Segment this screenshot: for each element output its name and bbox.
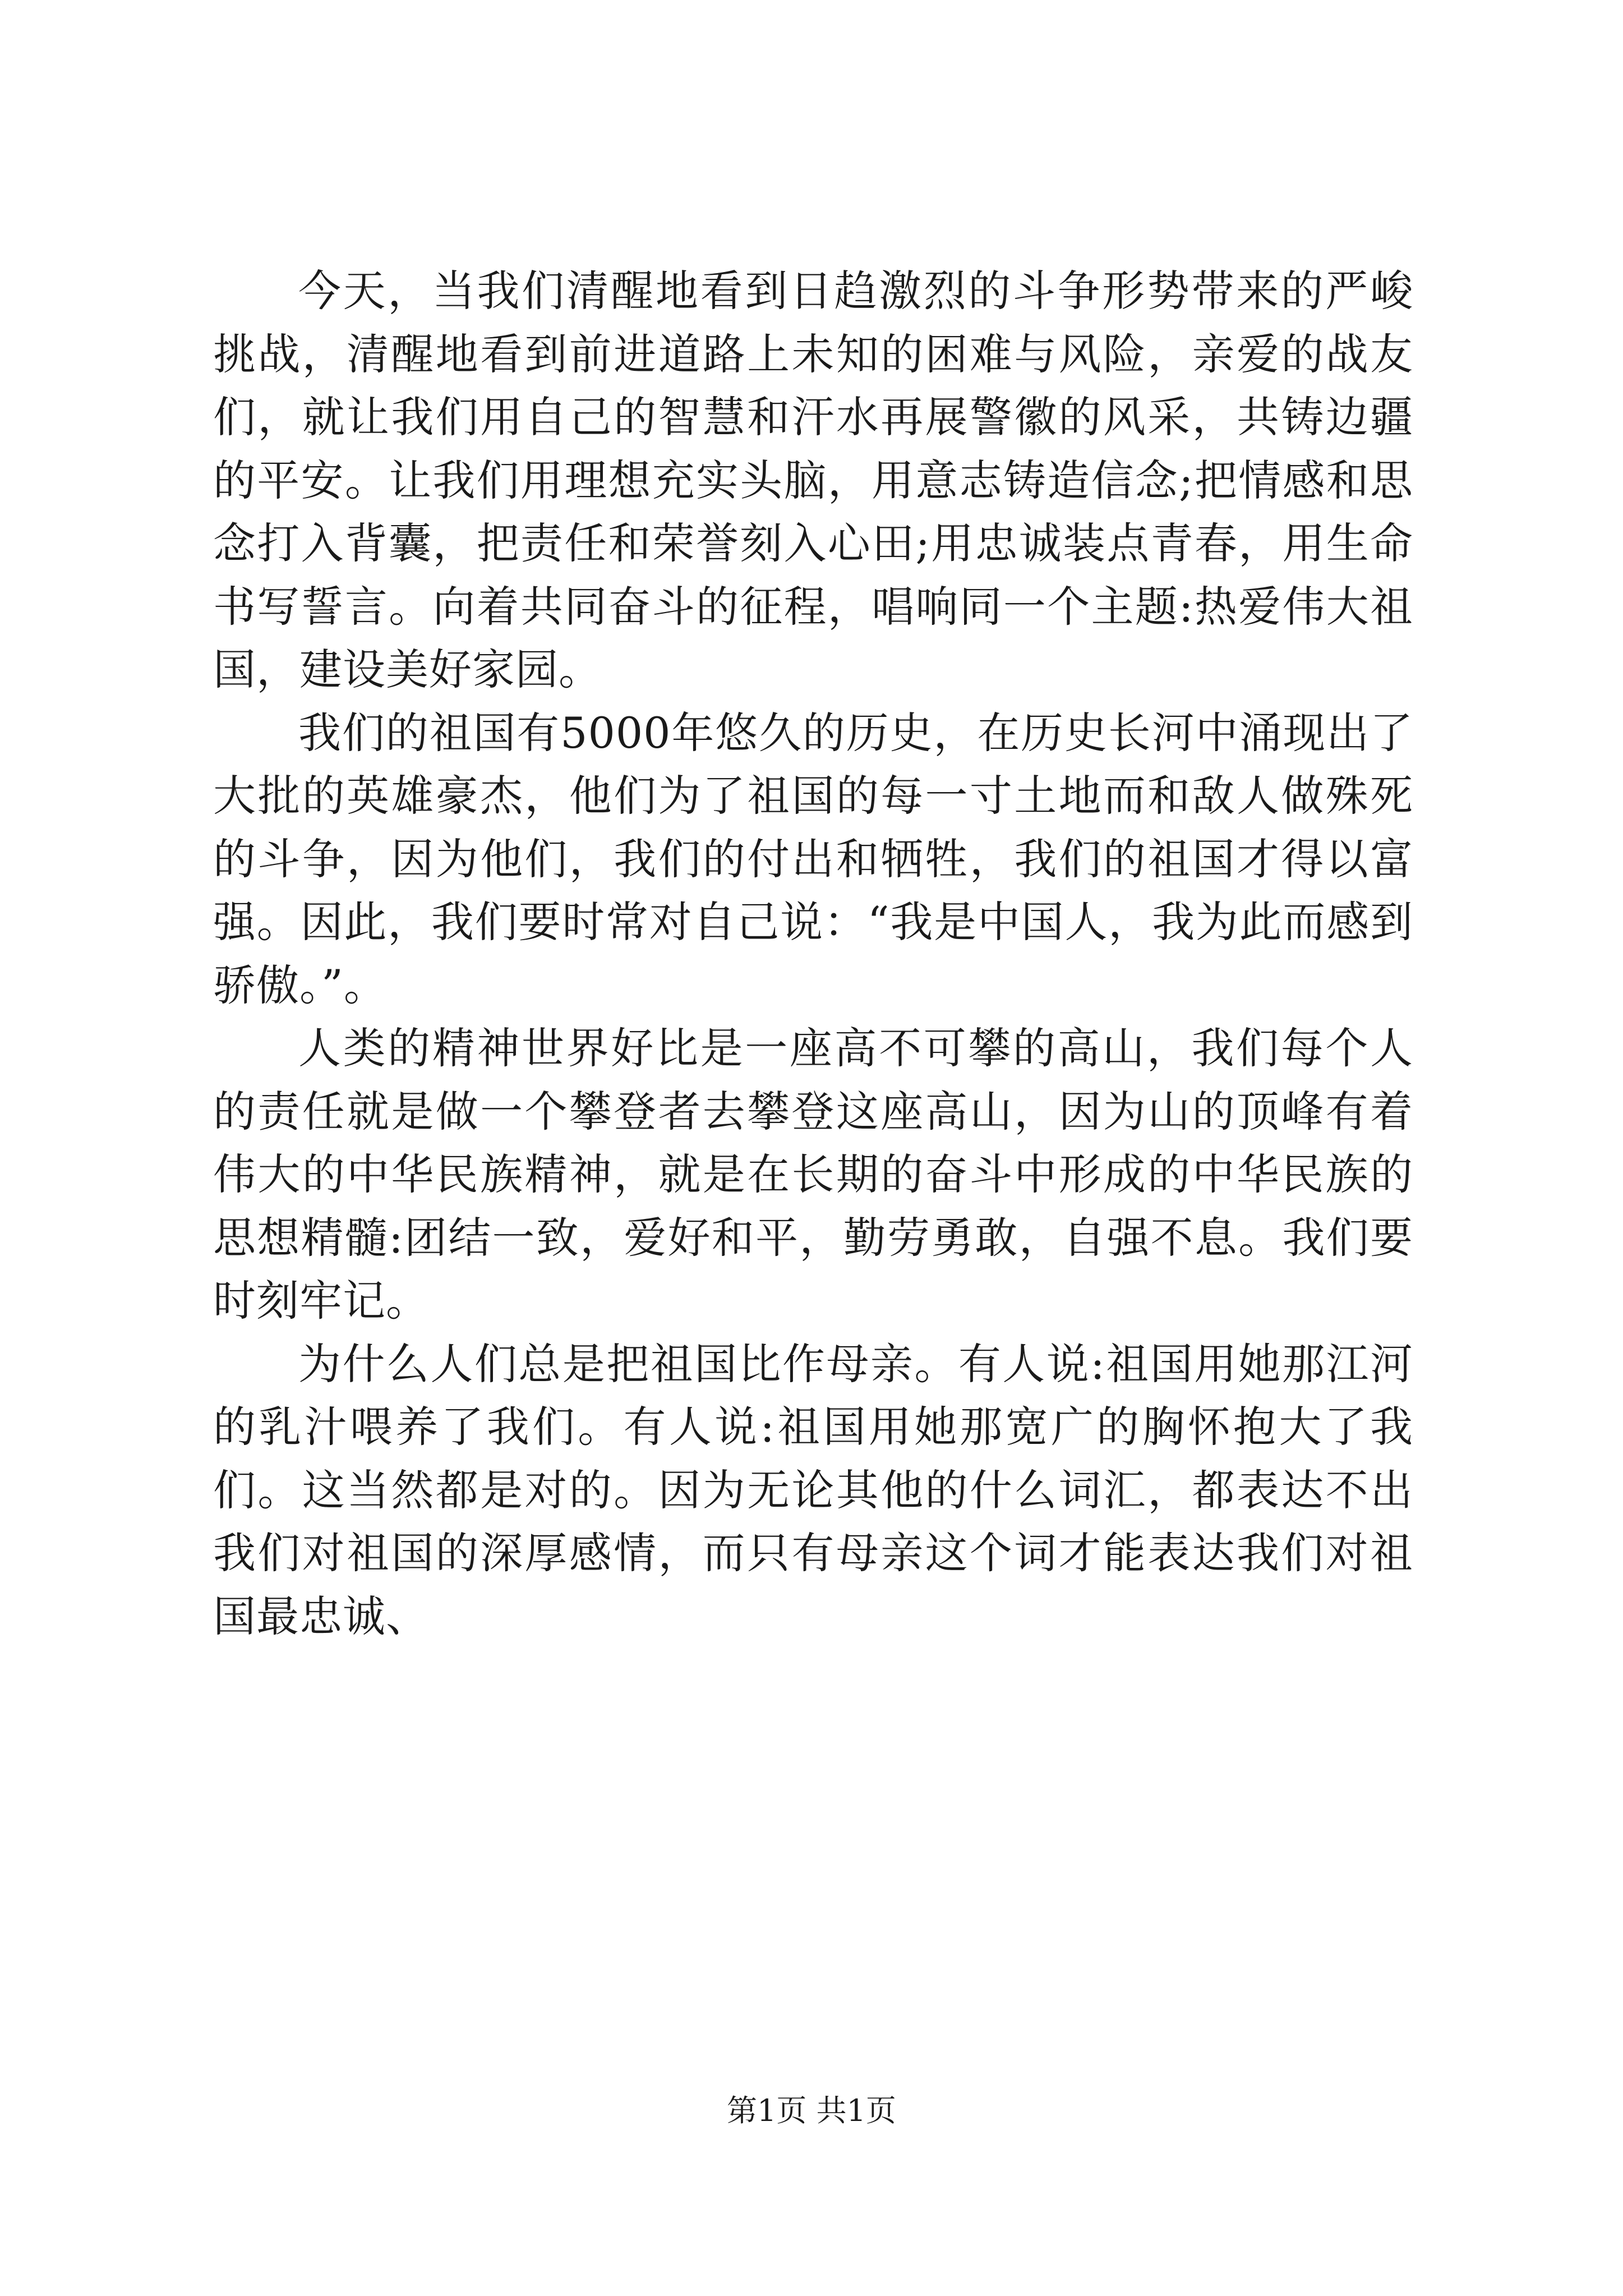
paragraph-4: 为什么人们总是把祖国比作母亲。有人说:祖国用她那江河的乳汁喂养了我们。有人说:祖国用她那宽广的胸怀抱大了我们。这当然都是对的。因为无论其他的什么词汇，都表达不出我们对祖国的深厚感情，而只有母亲这个词才能表达我们对祖国最忠诚、 [213, 1338, 1413, 1641]
paragraph-2: 我们的祖国有5000年悠久的历史，在历史长河中涌现出了大批的英雄豪杰，他们为了祖国的每一寸土地而和敌人做殊死的斗争，因为他们，我们的付出和牺牲，我们的祖国才得以富强。因此，我们要时常对自己说：“我是中国人，我为此而感到骄傲。”。 [213, 707, 1413, 1010]
document-body [213, 260, 1413, 1648]
paragraph-3: 人类的精神世界好比是一座高不可攀的高山，我们每个人的责任就是做一个攀登者去攀登这座高山，因为山的顶峰有着伟大的中华民族精神，就是在长期的奋斗中形成的中华民族的思想精髓:团结一致，爱好和平，勤劳勇敢，自强不息。我们要时刻牢记。 [213, 1023, 1413, 1326]
page-number-text: 第1页 共1页 [727, 2093, 896, 2128]
page-footer [0, 2091, 1623, 2131]
paragraph-1: 今天，当我们清醒地看到日趋激烈的斗争形势带来的严峻挑战，清醒地看到前进道路上未知的困难与风险，亲爱的战友们，就让我们用自己的智慧和汗水再展警徽的风采，共铸边疆的平安。让我们用理想充实头脑，用意志铸造信念;把情感和思念打入背囊，把责任和荣誉刻入心田;用忠诚装点青春，用生命书写誓言。向着共同奋斗的征程，唱响同一个主题:热爱伟大祖国，建设美好家园。 [213, 266, 1413, 694]
